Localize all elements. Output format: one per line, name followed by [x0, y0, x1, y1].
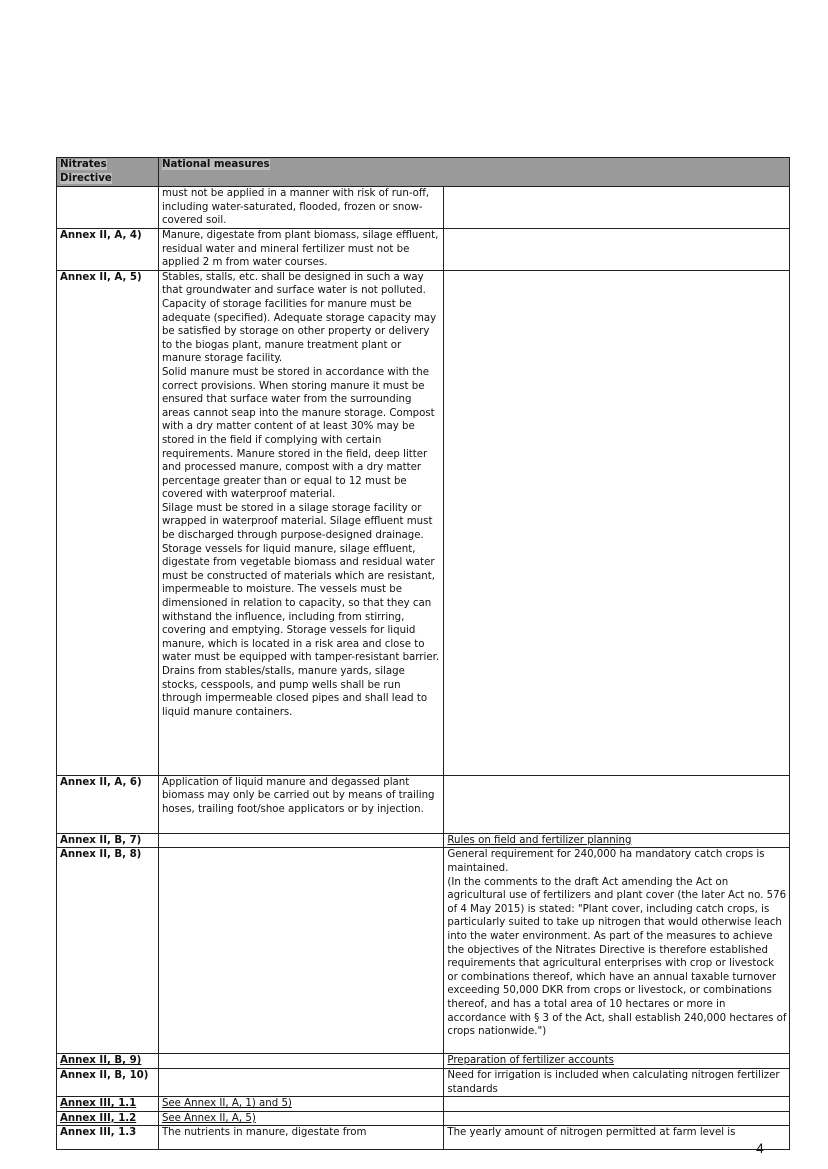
row-additional-measure [444, 1097, 790, 1112]
page-number: 4 [756, 1140, 764, 1156]
row-national-measure [158, 848, 443, 1054]
row-reference: Annex III, 1.2 [57, 1111, 159, 1126]
row-national-measure [158, 833, 443, 848]
row-additional-measure: Preparation of fertilizer accounts [444, 1054, 790, 1069]
table-row [57, 833, 790, 848]
table-row [57, 1054, 790, 1069]
table-row [57, 848, 790, 1054]
table-row [57, 1126, 790, 1150]
row-additional-measure: Rules on field and fertilizer planning [444, 833, 790, 848]
row-reference: Annex II, B, 9) [57, 1054, 159, 1069]
row-national-measure: Stables, stalls, etc. shall be designed in such a way that groundwater and surface water is not polluted. Capacity of storage facilities for manure must be adequate (specified). Adequate storage capacity may be satisfied by storage on other property or delivery to the biogas plant, manure treatment plant or manure storage facility. Solid manure must be stored in accordance with the correct provisions. When storing manure it must be ensured that surface water from the surrounding areas cannot seap into the manure storage. Compost with a dry matter content of at least 30% may be stored in the field if complying with certain requirements. Manure stored in the field, deep litter and processed manure, compost with a dry matter percentage greater than or equal to 12 must be covered with waterproof material. Silage must be stored in a silage storage facility or wrapped in waterproof material. Silage effluent must be discharged through purpose-designed drainage. Storage vessels for liquid manure, silage effluent, digestate from vegetable biomass and residual water must be constructed of materials which are resistant, impermeable to moisture. The vessels must be dimensioned in relation to capacity, so that they can withstand the influence, including from stirring, covering and emptying. Storage vessels for liquid manure, which is located in a risk area and close to water must be equipped with tamper-resistant barrier. Drains from stables/stalls, manure yards, silage stocks, cesspools, and pump wells shall be run through impermeable closed pipes and shall lead to liquid manure containers. [158, 270, 443, 775]
table-row [57, 1111, 790, 1126]
row-additional-measure [444, 270, 790, 775]
row-additional-measure: The yearly amount of nitrogen permitted at farm level is [444, 1126, 790, 1150]
row-national-measure: Manure, digestate from plant biomass, silage effluent, residual water and mineral fertilizer must not be applied 2 m from water courses. [158, 229, 443, 271]
row-reference: Annex III, 1.1 [57, 1097, 159, 1112]
row-national-measure [158, 1068, 443, 1096]
row-additional-measure: Need for irrigation is included when calculating nitrogen fertilizer standards [444, 1068, 790, 1096]
header-national-measures: National measures [158, 158, 789, 187]
row-reference: Annex II, A, 4) [57, 229, 159, 271]
row-additional-measure: General requirement for 240,000 ha mandatory catch crops is maintained. (In the comments to the draft Act amending the Act on agricultural use of fertilizers and plant cover (the later Act no. 576 of 4 May 2015) is stated: "Plant cover, including catch crops, is particularly suited to take up nitrogen that would otherwise leach into the water environment. As part of the measures to achieve the objectives of the Nitrates Directive is therefore established requirements that agricultural enterprises with crop or livestock or combinations thereof, which have an annual taxable turnover exceeding 50,000 DKR from crops or livestock, or combinations thereof, and has a total area of 10 hectares or more in accordance with § 3 of the Act, shall establish 240,000 hectares of crops nationwide.") [444, 848, 790, 1054]
row-national-measure: Application of liquid manure and degassed plant biomass may only be carried out by means of trailing hoses, trailing foot/shoe applicators or by injection. [158, 775, 443, 833]
row-reference: Annex II, A, 5) [57, 270, 159, 775]
row-reference [57, 187, 159, 229]
row-reference: Annex II, A, 6) [57, 775, 159, 833]
row-national-measure [158, 1054, 443, 1069]
row-national-measure: See Annex II, A, 5) [158, 1111, 443, 1126]
header-nitrates-directive: Nitrates Directive [57, 158, 159, 187]
table-header-row [57, 158, 790, 187]
table-row [57, 775, 790, 833]
row-national-measure: See Annex II, A, 1) and 5) [158, 1097, 443, 1112]
row-national-measure: The nutrients in manure, digestate from [158, 1126, 443, 1150]
table-row [57, 229, 790, 271]
row-additional-measure [444, 1111, 790, 1126]
row-reference: Annex II, B, 7) [57, 833, 159, 848]
row-additional-measure [444, 229, 790, 271]
row-reference: Annex II, B, 10) [57, 1068, 159, 1096]
row-reference: Annex III, 1.3 [57, 1126, 159, 1150]
row-reference: Annex II, B, 8) [57, 848, 159, 1054]
row-national-measure: must not be applied in a manner with risk of run-off, including water-saturated, flooded, frozen or snow-covered soil. [158, 187, 443, 229]
table-row [57, 1068, 790, 1096]
row-additional-measure [444, 187, 790, 229]
row-additional-measure [444, 775, 790, 833]
table-row [57, 187, 790, 229]
measures-table [56, 157, 790, 1150]
table-row [57, 270, 790, 775]
table-row [57, 1097, 790, 1112]
